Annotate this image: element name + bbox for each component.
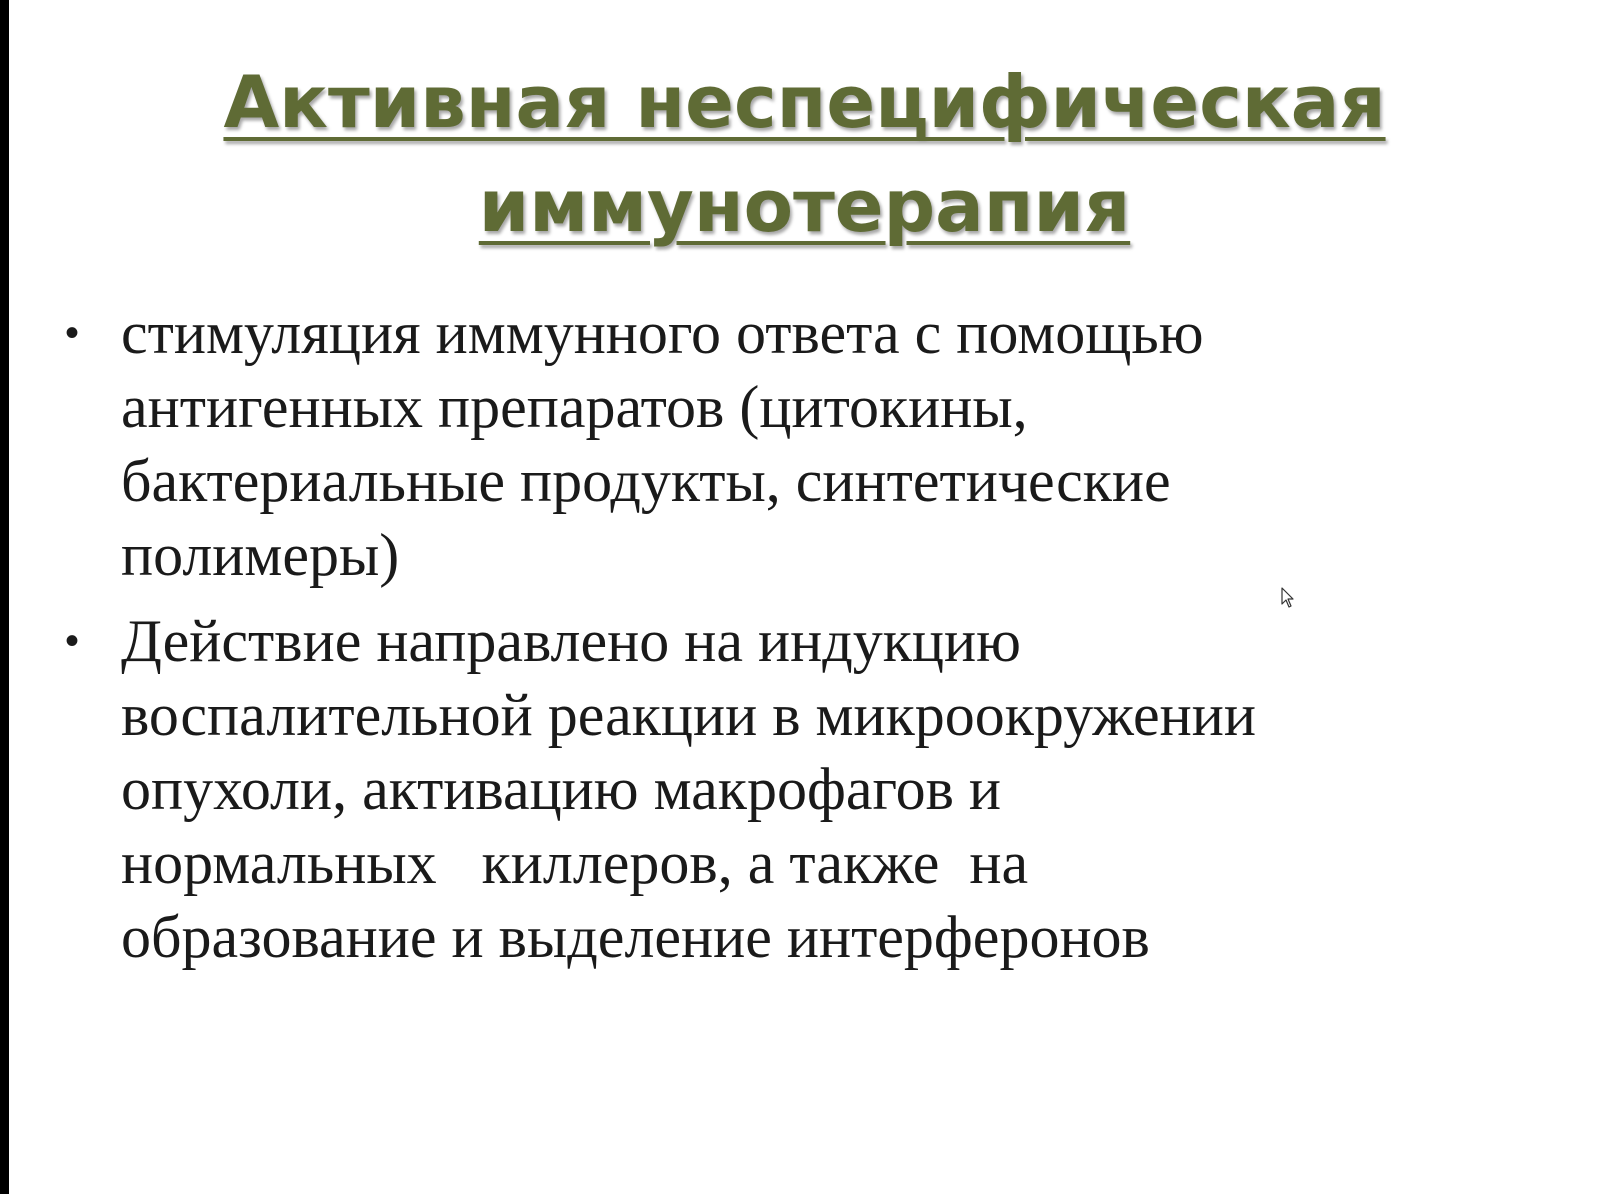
bullet-line: полимеры) (121, 522, 400, 588)
mouse-pointer-icon (1281, 587, 1295, 609)
bullet-list (55, 296, 1355, 986)
bullet-line: образование и выделение интерферонов (121, 904, 1150, 970)
bullet-item-stimulation (55, 296, 1355, 592)
bullet-line: воспалительной реакции в микроокружении (121, 682, 1256, 748)
slide-title (9, 50, 1600, 258)
bullet-line: антигенных препаратов (цитокины, (121, 374, 1028, 440)
bullet-item-action (55, 604, 1355, 974)
bullet-text (121, 300, 1204, 588)
bullet-marker: • (65, 311, 80, 355)
slide-title-line-1: Активная неспецифическая (223, 60, 1386, 144)
bullet-marker: • (65, 619, 80, 663)
bullet-line: стимуляция иммунного ответа с помощью (121, 300, 1204, 366)
bullet-line: нормальных киллеров, а также на (121, 830, 1029, 896)
bullet-line: Действие направлено на индукцию (121, 608, 1021, 674)
bullet-text (121, 608, 1256, 970)
slide (9, 0, 1600, 1194)
bullet-line: бактериальные продукты, синтетические (121, 448, 1171, 514)
bullet-line: опухоли, активацию макрофагов и (121, 756, 1002, 822)
slide-title-line-2: иммунотерапия (478, 164, 1131, 248)
